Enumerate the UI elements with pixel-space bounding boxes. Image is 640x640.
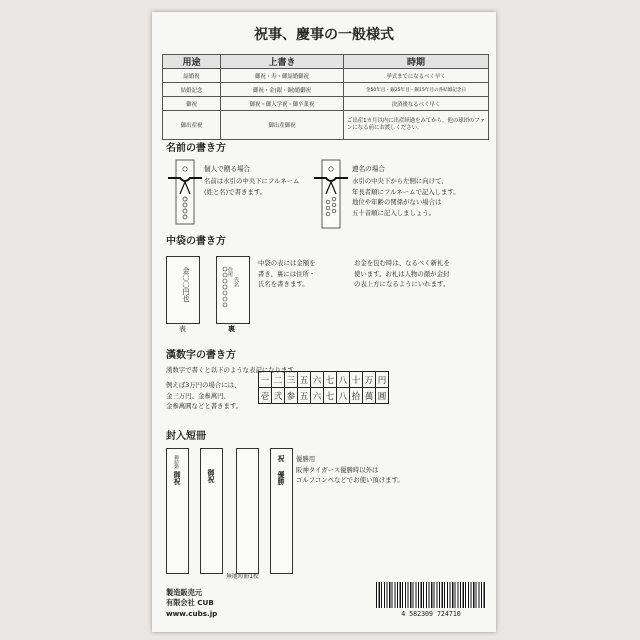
kansuji-intro: 漢数字で書くと以下のような表記になります。 [166, 366, 300, 374]
cell-writing: 御出産御祝 [221, 111, 344, 140]
cell-timing: ご出産1カ月以内に出産経過をみてから。他の球団のファンになる前にお渡しください。 [344, 111, 489, 140]
tanzaku-note [296, 454, 496, 486]
circle-marks-icon [219, 265, 233, 321]
header-timing: 時期 [344, 55, 489, 69]
kanji-cell: 万 [363, 372, 376, 388]
back-address-label: 住所 [227, 267, 233, 277]
table-row [163, 69, 489, 83]
nakabukuro-text-line: の表上方になるようにいれます。 [354, 280, 450, 289]
noshi-envelope-individual-icon [166, 158, 202, 226]
nakabukuro-text-line: お金を包む時は、なるべく新札を [354, 259, 450, 267]
tanzaku-note-line: 優勝用 [296, 455, 316, 463]
strip-small-text: 御結婚 [173, 455, 179, 469]
kanji-cell: 参 [285, 388, 298, 404]
kanji-cell: 十 [350, 372, 363, 388]
kanji-cell: 八 [337, 372, 350, 388]
cell-use: 御出産祝 [163, 111, 221, 140]
barcode [376, 582, 486, 608]
kansuji-heading: 漢数字の書き方 [166, 350, 236, 361]
joint-text [352, 176, 492, 218]
cell-timing: 決済後なるべく早く [344, 97, 489, 111]
kanji-cell: 円 [376, 372, 389, 388]
joint-text-line: 水引の中央下から左側に向けて、 [352, 177, 448, 185]
nakabukuro-text-line: 中袋の表には金額を [258, 259, 316, 267]
back-name-label: 氏名 [233, 277, 239, 287]
noshi-envelope-joint-icon [312, 158, 348, 230]
kanji-cell: 五 [298, 388, 311, 404]
tanzaku-strip-blank [236, 448, 259, 574]
table-row [163, 111, 489, 140]
strip-main-text: 御祝 [173, 471, 181, 485]
maker-company: 有限会社 CUB [166, 598, 214, 608]
cell-use: 結婚祝 [163, 69, 221, 83]
back-label: 裏 [228, 325, 235, 333]
table-header-row [163, 55, 489, 69]
joint-text-line: 地位や年齢の関係がない場合は [352, 198, 442, 207]
kanji-cell: 六 [311, 372, 324, 388]
individual-text-line: 名前は水引の中央下にフルネーム [204, 177, 300, 185]
maker-info [166, 588, 217, 619]
joint-text-line: 五十音順に記入しましょう。 [352, 208, 436, 217]
nakabukuro-text-line: 書き、裏には住所・ [258, 269, 316, 278]
kansuji-example-line: 金三万円、金参萬円、 [166, 391, 230, 400]
nakabukuro-text-line: 使います。お札は人物の顔が金封 [354, 269, 450, 278]
kanji-cell: 拾 [350, 388, 363, 404]
cell-use: 結婚記念 [163, 83, 221, 97]
kanji-cell: 壱 [259, 388, 272, 404]
instruction-card [152, 12, 496, 632]
individual-text-line: (姓と名)で書きます。 [204, 187, 266, 196]
kanji-cell: 三 [285, 372, 298, 388]
front-amount-text: 金〇〇円也 [182, 267, 190, 302]
inner-envelope-front [166, 256, 200, 324]
nakabukuro-text-left [258, 258, 348, 290]
kanji-cell: 六 [311, 388, 324, 404]
individual-title: 個人で贈る場合 [204, 165, 251, 173]
kanji-cell: 七 [324, 388, 337, 404]
kanji-row-formal [259, 388, 389, 404]
nakabukuro-text-line: 氏名を書きます。 [258, 280, 309, 289]
kansuji-example [166, 380, 266, 412]
individual-text [204, 176, 314, 197]
kanji-cell: 圓 [376, 388, 389, 404]
kanji-cell: 一 [259, 372, 272, 388]
tanzaku-strip-yusho [270, 448, 293, 574]
joint-text-line: 年長者順にフルネームで記入します。 [352, 187, 460, 196]
kanji-cell: 弐 [272, 388, 285, 404]
page-title: 祝事、慶事の一般様式 [254, 27, 394, 43]
kanji-cell: 七 [324, 372, 337, 388]
cell-writing: 御祝・寿・御結婚御祝 [221, 69, 344, 83]
strip-yusho-text: 優勝 [277, 471, 285, 485]
tanzaku-note-line: 阪神タイガース優勝時以外は [296, 465, 379, 474]
joint-title: 連名の場合 [352, 165, 385, 173]
tanzaku-heading: 封入短冊 [166, 431, 206, 442]
kansuji-example-line: 例えば3万円の場合には、 [166, 381, 241, 389]
cell-timing: 挙式までになるべく早く [344, 69, 489, 83]
kanji-cell: 二 [272, 372, 285, 388]
tanzaku-strip-kekkon [166, 448, 189, 574]
table-row [163, 83, 489, 97]
kanji-cell: 五 [298, 372, 311, 388]
nakabukuro-text-right [354, 258, 494, 290]
tanzaku-note-line: ゴルフコンペなどでお使い頂けます。 [296, 476, 404, 485]
kanji-row-common [259, 372, 389, 388]
maker-website: www.cubs.jp [166, 608, 218, 618]
inner-envelope-back [216, 256, 250, 324]
cell-writing: 御祝・御入学祝・御卒業祝 [221, 97, 344, 111]
maker-label: 製造販売元 [166, 588, 202, 597]
blank-strip-label: 無地短冊1枚 [226, 574, 259, 580]
strip-iwai-text: 祝 [277, 455, 285, 462]
header-writing: 上書き [221, 55, 344, 69]
header-use: 用途 [163, 55, 221, 69]
barcode-number: 4 582309 724710 [401, 610, 461, 618]
tanzaku-strip-oiwai [200, 448, 223, 574]
strip-main-text: 御祝 [207, 469, 215, 483]
front-label: 表 [179, 325, 186, 333]
name-section-heading: 名前の書き方 [166, 143, 226, 154]
etiquette-table [162, 54, 489, 140]
kansuji-example-line: 金参萬圓などと書きます。 [166, 402, 243, 411]
cell-timing: 金50年目・銀25年目・銅15年目の各結婚記念日 [344, 83, 489, 97]
cell-writing: 御祝・金(銀・銅)婚御祝 [221, 83, 344, 97]
nakabukuro-heading: 中袋の書き方 [166, 236, 226, 247]
kanji-numerals-table [258, 371, 389, 404]
kanji-cell: 萬 [363, 388, 376, 404]
table-row [163, 97, 489, 111]
cell-use: 御祝 [163, 97, 221, 111]
kanji-cell: 八 [337, 388, 350, 404]
